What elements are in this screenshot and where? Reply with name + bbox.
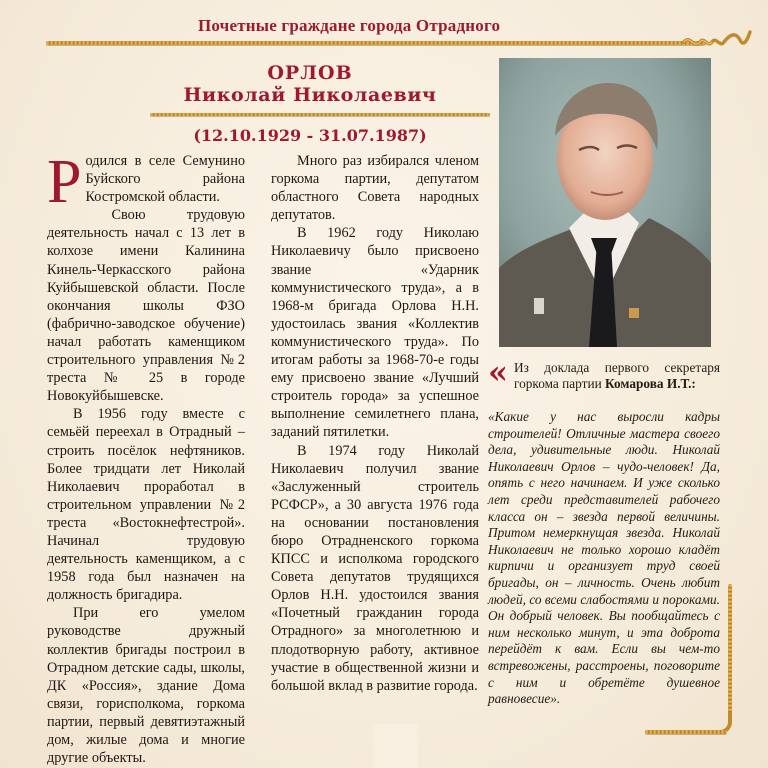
quote-intro xyxy=(514,360,720,393)
section-title: Почетные граждане города Отрадного xyxy=(198,16,501,35)
biography-column-2 xyxy=(271,152,479,695)
portrait-image xyxy=(499,58,711,347)
drop-cap: Р xyxy=(47,148,82,216)
background-patch xyxy=(373,724,418,768)
person-name-block xyxy=(150,62,470,106)
bio-paragraph xyxy=(47,148,245,216)
decorative-rope-divider xyxy=(150,113,490,116)
decorative-rope-bottom xyxy=(645,730,727,734)
biography-column-1 xyxy=(47,148,245,767)
decorative-rope-right xyxy=(728,584,732,714)
quote-mark-icon: « xyxy=(488,353,508,391)
decorative-rope-top xyxy=(46,41,706,45)
bio-paragraph: В 1974 году Николай Николаевич получил звание «Заслуженный строитель РСФСР», а 30 августа 1976 года на основании постановления бюро Отрадненского горкома КПСС и исполкома городского Совета депутатов трудящихся Орлов Н.Н. удостоился звания «Почетный гражданин города Отрадного» за многолетнюю и плодотворную работу, активное участие в общественной жизни и большой вклад в развитие города. xyxy=(271,442,479,694)
quote-intro-block xyxy=(488,353,720,393)
person-given-names: Николай Николаевич xyxy=(183,84,437,106)
bio-paragraph: В 1956 году вместе с семьёй переехал в Отрадный – строить посёлок нефтяников. Более тридцати лет Николай Николаевич проработал в строительном управлении №2 треста «Востокнефтестрой». Начинал трудовую деятельность каменщиком, а с 1958 года был назначен на должность бригадира. xyxy=(47,406,245,604)
quote-text: «Какие у нас выросли кадры строителей! Отличные мастера своего дела, удивительные люди. Николай Николаевич Орлов – чудо-человек! Да, опять с него начинаем. И уже сколько лет среди представителей рабочего класса он – звезда первой величины. Притом немеркнущая звезда. Николай Николаевич не только хорошо кладёт кирпичи и организует труд своей бригады, он – личность. Очень любит людей, со всеми слабостями и пороками. Он добрый человек. Вы пообщайтесь с ним несколько минут, и эта доброта перейдёт к вам. Если вы чем-то встревожены, расстроены, поговорите с ним и обретёте душевное равновесие». xyxy=(488,409,720,707)
person-life-dates: (12.10.1929 - 31.07.1987) xyxy=(193,126,427,145)
quote-source: Из доклада первого секретаря горкома партии xyxy=(514,360,720,392)
rope-knot-ornament-icon xyxy=(682,28,752,56)
bio-paragraph: Много раз избирался членом горкома партии, депутатом областного Совета народных депутатов. xyxy=(271,153,479,224)
bio-paragraph: В 1962 году Николаю Николаевичу было присвоено звание «Ударник коммунистического труда», а в 1968-м бригада Орлова Н.Н. удостоилась звания «Коллектив коммунистического труда». По итогам работы за 1968-70-е годы ему присвоено звание «Лучший строитель города» за успешное выполнение семилетнего плана, заданий пятилетки. xyxy=(271,225,479,441)
bio-paragraph: При его умелом руководстве дружный коллектив бригады построил в Отрадном детские сады, школы, ДК «Россия», здание Дома связи, горисполкома, горкома партии, первый девятиэтажный дом, жилые дома и многие другие объекты. xyxy=(47,605,245,767)
bio-paragraph: Свою трудовую деятельность начал с 13 лет в колхозе имени Калинина Кинель-Черкасского района Куйбышевской области. После окончания школы ФЗО (фабрично-заводское обучение) начал работать каменщиком строительного управления №2 треста № 25 в городе Новокуйбышевске. xyxy=(47,207,245,405)
portrait-photo xyxy=(499,58,711,347)
quote-author: Комарова И.Т.: xyxy=(605,376,696,392)
bio-text: одился в селе Семунино Буйского района Костромской области. xyxy=(85,153,245,206)
person-surname: ОРЛОВ xyxy=(267,62,353,84)
